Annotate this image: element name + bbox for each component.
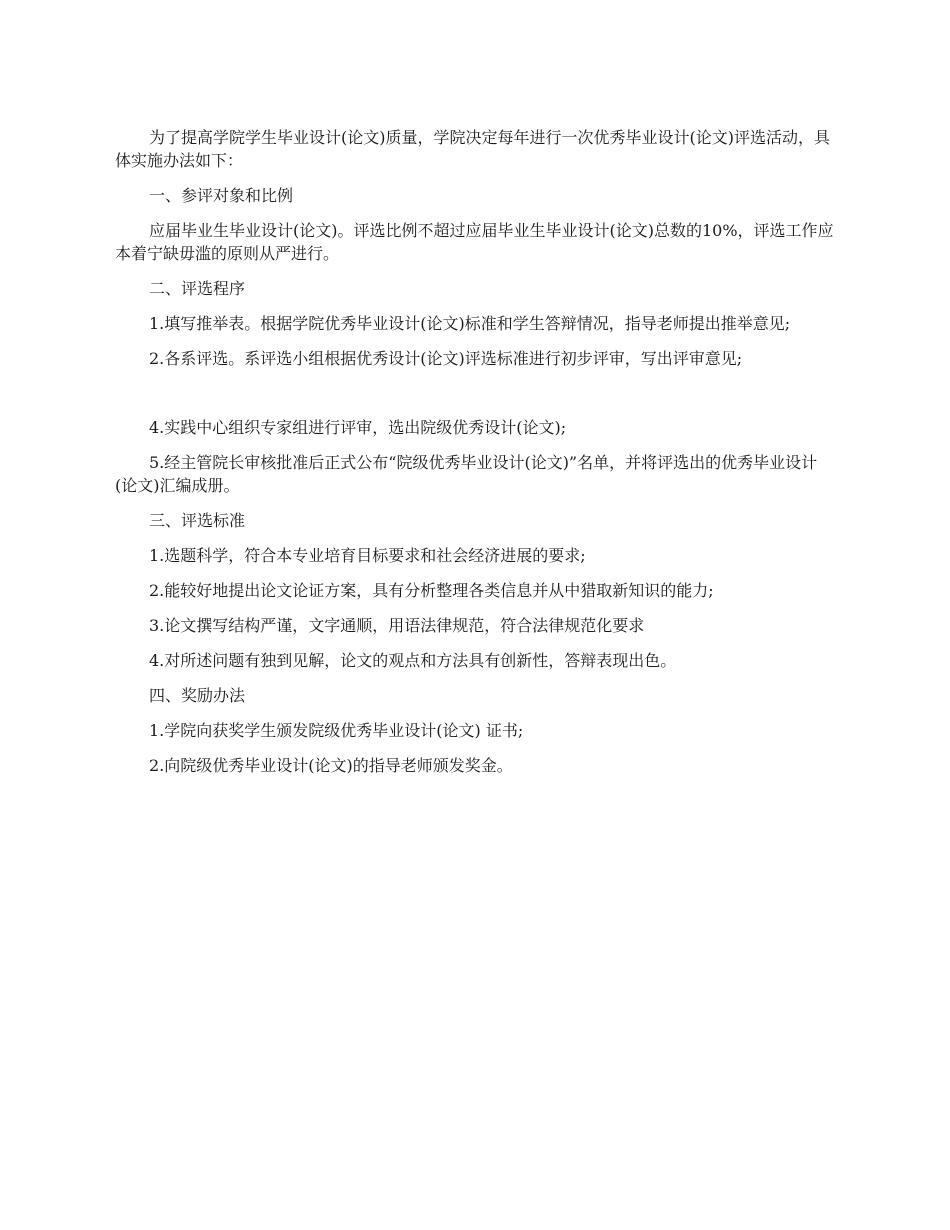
document-body xyxy=(115,126,835,789)
section-1-heading: 一、参评对象和比例 xyxy=(149,186,294,205)
section-3-item-2: 2.能较好地提出论文论证方案，具有分析整理各类信息并从中猎取新知识的能力; xyxy=(149,581,714,600)
section-4-item-1: 1.学院向获奖学生颁发院级优秀毕业设计(论文) 证书; xyxy=(149,721,524,740)
section-2-heading: 二、评选程序 xyxy=(149,279,246,298)
intro-paragraph: 为了提高学院学生毕业设计(论文)质量，学院决定每年进行一次优秀毕业设计(论文)评选活动，具体实施办法如下： xyxy=(115,128,830,170)
section-1-body: 应届毕业生毕业设计(论文)。评选比例不超过应届毕业生毕业设计(论文)总数的10%，评选工作应本着宁缺毋滥的原则从严进行。 xyxy=(115,221,834,263)
section-4-heading: 四、奖励办法 xyxy=(149,686,246,705)
section-3-item-1: 1.选题科学，符合本专业培育目标要求和社会经济进展的要求; xyxy=(149,546,586,565)
section-2-item-5: 5.经主管院长审核批准后正式公布“院级优秀毕业设计(论文)”名单，并将评选出的优秀毕业设计(论文)汇编成册。 xyxy=(115,453,818,495)
section-3-item-3: 3.论文撰写结构严谨，文字通顺，用语法律规范，符合法律规范化要求 xyxy=(149,616,645,635)
blank-line xyxy=(115,382,835,416)
section-3-item-4: 4.对所述问题有独到见解，论文的观点和方法具有创新性，答辩表现出色。 xyxy=(149,651,677,670)
section-2-item-1: 1.填写推举表。根据学院优秀毕业设计(论文)标准和学生答辩情况，指导老师提出推举意见; xyxy=(149,314,791,333)
section-4-item-2: 2.向院级优秀毕业设计(论文)的指导老师颁发奖金。 xyxy=(149,756,513,775)
section-2-item-2: 2.各系评选。系评选小组根据优秀设计(论文)评选标准进行初步评审，写出评审意见; xyxy=(149,349,743,368)
section-3-heading: 三、评选标准 xyxy=(149,511,246,530)
section-2-item-4: 4.实践中心组织专家组进行评审，选出院级优秀设计(论文); xyxy=(149,418,567,437)
